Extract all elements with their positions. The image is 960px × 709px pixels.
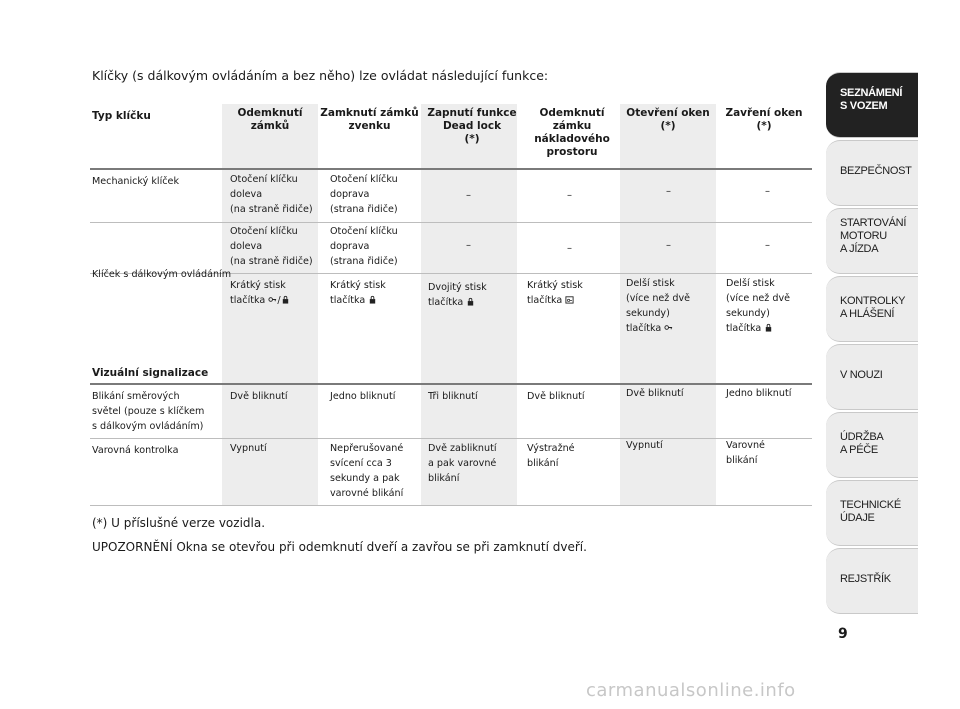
cell-rem-unlock: Otočení klíčku doleva (na straně řidiče) — [230, 226, 313, 267]
cell-rem-lock: Otočení klíčku doprava (strana řidiče) — [330, 226, 398, 267]
header-key-type: Typ klíčku — [92, 110, 151, 122]
tab-startovani[interactable] — [826, 208, 918, 274]
tab-label: STARTOVÁNÍ MOTORU A JÍZDA — [840, 217, 907, 255]
row-remote-key: Klíček s dálkovým ovládáním — [92, 269, 232, 280]
cell-remote-open-windows — [626, 276, 690, 336]
padlock-icon — [466, 297, 475, 306]
cell-dash: – — [466, 190, 471, 201]
button-label: tlačítka — [428, 297, 464, 308]
divider — [90, 438, 812, 439]
cell-blink-boot: Dvě bliknutí — [527, 391, 585, 402]
cell-mech-unlock: Otočení klíčku doleva (na straně řidiče) — [230, 174, 313, 215]
cell-blink-lock: Jedno bliknutí — [330, 391, 396, 402]
cell-dash: – — [567, 243, 572, 254]
button-label: tlačítka — [330, 295, 366, 306]
watermark: carmanualsonline.info — [586, 680, 796, 701]
tab-label: BEZPEČNOST — [840, 165, 912, 177]
intro-text: Klíčky (s dálkovým ovládáním a bez něho) lze ovládat následující funkce: — [92, 68, 549, 83]
tab-label: TECHNICKÉ ÚDAJE — [840, 499, 901, 524]
divider — [90, 383, 812, 385]
tab-udrzba[interactable] — [826, 412, 918, 478]
header-deadlock: Zapnutí funkce Dead lock (*) — [427, 107, 517, 145]
cell-dash: – — [666, 240, 671, 251]
cell-remote-boot-press — [527, 278, 583, 308]
row-visual-signal: Vizuální signalizace — [92, 367, 209, 379]
header-boot: Odemknutí zámku nákladového prostoru — [534, 107, 610, 158]
tab-rejstrik[interactable] — [826, 548, 918, 614]
cell-remote-close-windows — [726, 276, 790, 336]
cell-dash: – — [567, 190, 572, 201]
tab-label: KONTROLKY A HLÁŠENÍ — [840, 295, 906, 320]
header-open-windows: Otevření oken (*) — [626, 107, 710, 132]
tab-technicke-udaje[interactable] — [826, 480, 918, 546]
long-press-label: Delší stisk (více než dvě sekundy) — [726, 278, 791, 319]
button-label: tlačítka — [626, 323, 662, 334]
padlock-icon — [281, 295, 290, 304]
cell-warn-unlock: Vypnutí — [230, 443, 267, 454]
cell-warn-boot: Výstražné blikání — [527, 443, 575, 469]
cell-dash: – — [466, 240, 471, 251]
long-press-label: Delší stisk (více než dvě sekundy) — [626, 278, 691, 319]
cell-mech-lock: Otočení klíčku doprava (strana řidiče) — [330, 174, 398, 215]
cell-warn-close: Varovné blikání — [726, 440, 765, 466]
cell-dash: – — [765, 186, 770, 197]
button-label: tlačítka — [230, 295, 266, 306]
cell-blink-deadlock: Tři bliknutí — [428, 391, 478, 402]
header-lock: Zamknutí zámků zvenku — [320, 107, 419, 132]
cell-remote-unlock-press: Krátký stisk tlačítka / — [230, 278, 290, 308]
header-unlock: Odemknutí zámků — [237, 107, 303, 132]
button-label: tlačítka — [527, 295, 563, 306]
cell-dash: – — [666, 186, 671, 197]
tab-label: V NOUZI — [840, 369, 883, 381]
row-warning-light: Varovná kontrolka — [92, 445, 179, 456]
footnote: (*) U příslušné verze vozidla. — [92, 516, 266, 530]
boot-icon — [565, 295, 574, 304]
tab-label: REJSTŘÍK — [840, 573, 891, 585]
tab-label: ÚDRŽBA A PÉČE — [840, 431, 884, 456]
page-number: 9 — [838, 626, 848, 642]
tab-v-nouzi[interactable] — [826, 344, 918, 410]
cell-blink-close: Jedno bliknutí — [726, 388, 792, 399]
cell-dash: – — [765, 240, 770, 251]
tab-seznameni-s-vozem[interactable] — [826, 72, 918, 138]
cell-warn-lock: Nepřerušované svícení cca 3 sekundy a pak varovné blikání — [330, 443, 404, 499]
key-unlock-icon — [664, 323, 673, 332]
tab-kontrolky[interactable] — [826, 276, 918, 342]
row-indicator-blink: Blikání směrových světel (pouze s klíčkem s dálkovým ovládáním) — [92, 391, 205, 432]
short-press-label: Krátký stisk — [527, 280, 583, 291]
cell-warn-deadlock: Dvě zabliknutí a pak varovné blikání — [428, 443, 497, 484]
tab-bezpecnost[interactable] — [826, 140, 918, 206]
cell-blink-open: Dvě bliknutí — [626, 388, 684, 399]
divider — [90, 505, 812, 506]
padlock-icon — [764, 323, 773, 332]
cell-blink-unlock: Dvě bliknutí — [230, 391, 288, 402]
double-press-label: Dvojitý stisk — [428, 282, 487, 293]
notice: UPOZORNĚNÍ Okna se otevřou při odemknutí dveří a zavřou se při zamknutí dveří. — [92, 540, 587, 554]
divider — [90, 222, 812, 223]
short-press-label: Krátký stisk — [330, 280, 386, 291]
short-press-label: Krátký stisk — [230, 280, 286, 291]
button-label: tlačítka — [726, 323, 762, 334]
row-mechanical-key: Mechanický klíček — [92, 176, 179, 187]
padlock-icon — [368, 295, 377, 304]
cell-warn-open: Vypnutí — [626, 440, 663, 451]
cell-remote-deadlock-press — [428, 280, 487, 310]
tab-label: SEZNÁMENÍ S VOZEM — [840, 87, 903, 112]
divider — [90, 168, 812, 170]
key-unlock-icon — [268, 295, 277, 304]
cell-remote-lock-press — [330, 278, 386, 308]
header-close-windows: Zavření oken (*) — [725, 107, 803, 132]
